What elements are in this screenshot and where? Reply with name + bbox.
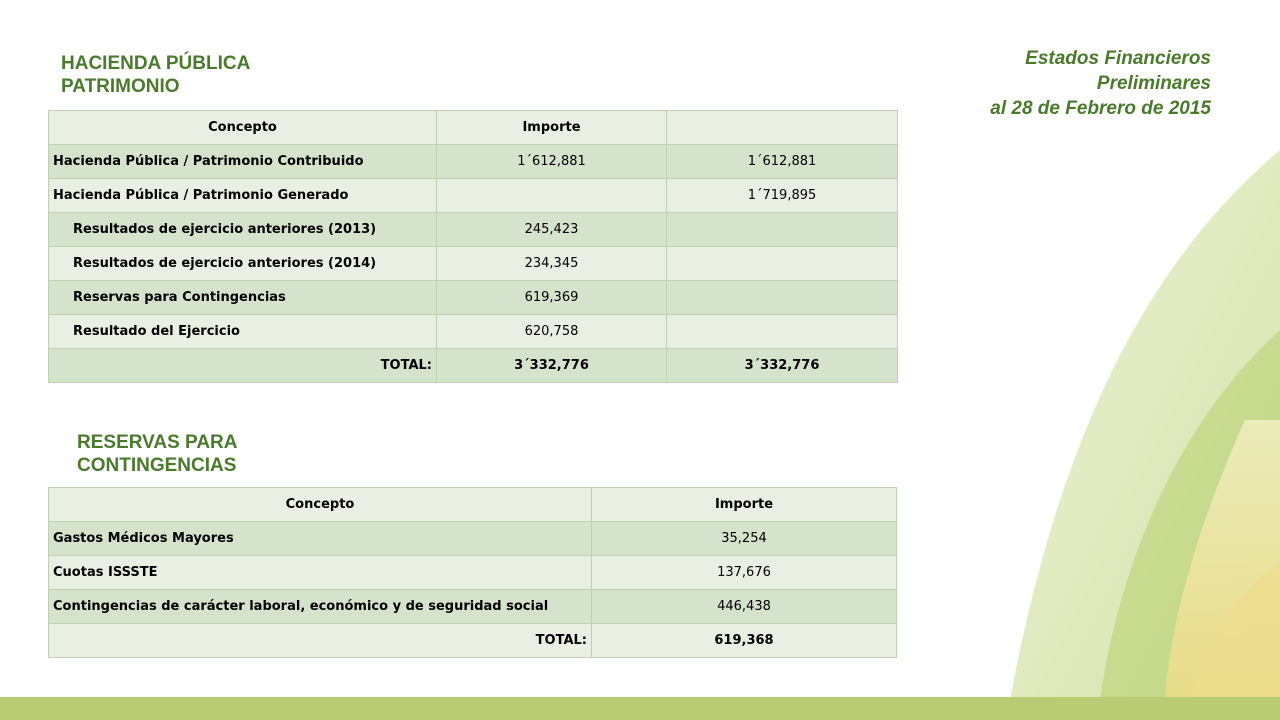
table-row [49, 556, 897, 590]
column-header-importe: Importe [437, 111, 667, 145]
table-header-row [49, 488, 897, 522]
cell-concepto: Reservas para Contingencias [49, 281, 437, 315]
cell-importe: 619,369 [437, 281, 667, 315]
header-line-1: Estados Financieros [1025, 48, 1211, 69]
section-title-line-2: PATRIMONIO [61, 76, 180, 97]
cell-importe: 1´612,881 [437, 145, 667, 179]
section-title-line-1: RESERVAS PARA [77, 432, 238, 453]
table-row [49, 315, 898, 349]
table-total-row [49, 349, 898, 383]
cell-extra [667, 213, 898, 247]
cell-extra [667, 281, 898, 315]
header-line-2: Preliminares [1096, 73, 1211, 94]
table-row [49, 145, 898, 179]
cell-importe: 137,676 [592, 556, 897, 590]
total-extra: 3´332,776 [667, 349, 898, 383]
cell-importe: 245,423 [437, 213, 667, 247]
column-header-concepto: Concepto [49, 488, 592, 522]
footer-bar [0, 697, 1280, 720]
column-header-extra [667, 111, 898, 145]
cell-concepto: Gastos Médicos Mayores [49, 522, 592, 556]
table-row [49, 590, 897, 624]
reservas-table [48, 487, 897, 658]
cell-importe: 446,438 [592, 590, 897, 624]
patrimonio-table [48, 110, 898, 383]
table-header-row [49, 111, 898, 145]
cell-concepto: Contingencias de carácter laboral, económico y de seguridad social [49, 590, 592, 624]
table-row [49, 281, 898, 315]
header-line-3: al 28 de Febrero de 2015 [990, 98, 1211, 119]
cell-importe: 620,758 [437, 315, 667, 349]
total-label: TOTAL: [49, 349, 437, 383]
cell-concepto: Resultados de ejercicio anteriores (2014) [49, 247, 437, 281]
table-row [49, 247, 898, 281]
total-importe: 3´332,776 [437, 349, 667, 383]
total-label: TOTAL: [49, 624, 592, 658]
cell-extra [667, 315, 898, 349]
cell-importe [437, 179, 667, 213]
cell-extra: 1´612,881 [667, 145, 898, 179]
cell-concepto: Cuotas ISSSTE [49, 556, 592, 590]
section-title-reservas [77, 431, 237, 477]
cell-importe: 35,254 [592, 522, 897, 556]
cell-importe: 234,345 [437, 247, 667, 281]
total-importe: 619,368 [592, 624, 897, 658]
cell-concepto: Hacienda Pública / Patrimonio Contribuido [49, 145, 437, 179]
cell-extra [667, 247, 898, 281]
column-header-concepto: Concepto [49, 111, 437, 145]
cell-concepto: Hacienda Pública / Patrimonio Generado [49, 179, 437, 213]
column-header-importe: Importe [592, 488, 897, 522]
cell-extra: 1´719,895 [667, 179, 898, 213]
cell-concepto: Resultado del Ejercicio [49, 315, 437, 349]
table-row [49, 179, 898, 213]
section-title-line-2: CONTINGENCIAS [77, 455, 237, 476]
table-total-row [49, 624, 897, 658]
section-title-line-1: HACIENDA PÚBLICA [61, 53, 251, 74]
report-header [990, 46, 1211, 121]
table-row [49, 213, 898, 247]
section-title-patrimonio [61, 52, 250, 98]
table-row [49, 522, 897, 556]
cell-concepto: Resultados de ejercicio anteriores (2013) [49, 213, 437, 247]
